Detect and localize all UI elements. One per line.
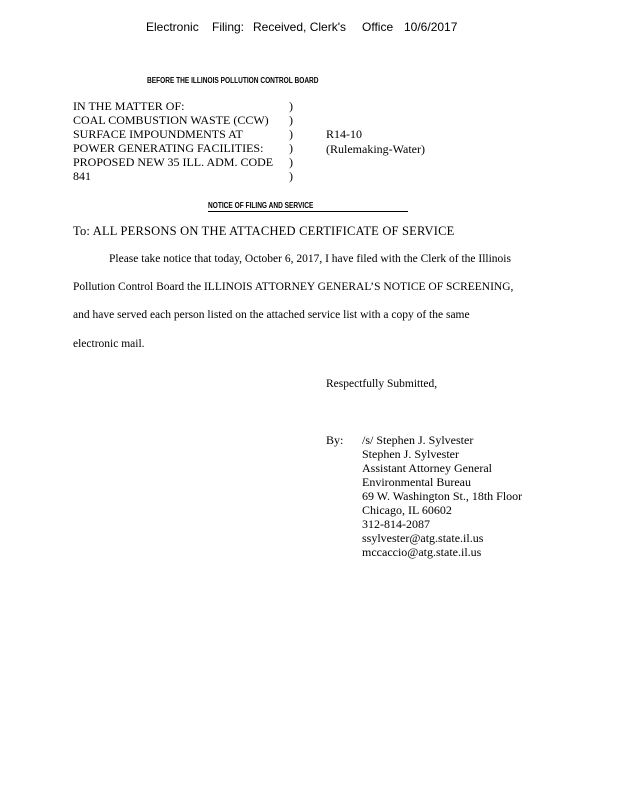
header-electronic: Electronic (146, 20, 199, 34)
body-line: Please take notice that today, October 6, 2017, I have filed with the Clerk of the Illinois (109, 253, 511, 265)
signature-line: /s/ Stephen J. Sylvester (362, 433, 474, 447)
caption-line: SURFACE IMPOUNDMENTS AT (73, 127, 243, 141)
caption-brackets (289, 99, 293, 183)
body-line: and have served each person listed on the attached service list with a copy of the same (73, 309, 470, 321)
docket-type: (Rulemaking-Water) (326, 142, 425, 156)
header-filing: Filing: (212, 20, 245, 34)
bracket: ) (289, 113, 293, 127)
caption-left (73, 99, 273, 183)
signature-by: By: (326, 433, 344, 447)
signer-bureau: Environmental Bureau (362, 475, 471, 489)
signer-city: Chicago, IL 60602 (362, 503, 452, 517)
closing: Respectfully Submitted, (326, 378, 438, 390)
signer-phone: 312-814-2087 (362, 517, 430, 531)
signer-email-link[interactable]: ssylvester@atg.state.il.us (362, 531, 484, 545)
signer-name: Stephen J. Sylvester (362, 447, 459, 461)
bracket: ) (289, 127, 293, 141)
bracket: ) (289, 169, 293, 183)
bracket: ) (289, 155, 293, 169)
notice-title-underline (208, 211, 408, 212)
bracket: ) (289, 141, 293, 155)
bracket: ) (289, 99, 293, 113)
body-line: electronic mail. (73, 338, 145, 350)
caption-line: COAL COMBUSTION WASTE (CCW) (73, 113, 269, 127)
signer-address: 69 W. Washington St., 18th Floor (362, 489, 523, 503)
board-title: BEFORE THE ILLINOIS POLLUTION CONTROL BOARD (147, 76, 319, 85)
signer-title: Assistant Attorney General (362, 461, 492, 475)
notice-title: NOTICE OF FILING AND SERVICE (208, 201, 314, 210)
caption-line: PROPOSED NEW 35 ILL. ADM. CODE (73, 155, 274, 169)
header-received: Received, Clerk's (253, 20, 346, 34)
body-line: Pollution Control Board the ILLINOIS ATTORNEY GENERAL’S NOTICE OF SCREENING, (73, 281, 514, 293)
cc-email-link[interactable]: mccaccio@atg.state.il.us (362, 545, 482, 559)
caption-line: POWER GENERATING FACILITIES: (73, 141, 264, 155)
caption-line: IN THE MATTER OF: (73, 99, 185, 113)
caption-line: 841 (73, 169, 91, 183)
signature-block (362, 433, 522, 559)
header-office: Office (362, 20, 394, 34)
header-date: 10/6/2017 (404, 20, 458, 34)
docket-number: R14-10 (326, 127, 362, 141)
to-line: To: ALL PERSONS ON THE ATTACHED CERTIFICATE OF SERVICE (73, 224, 455, 238)
